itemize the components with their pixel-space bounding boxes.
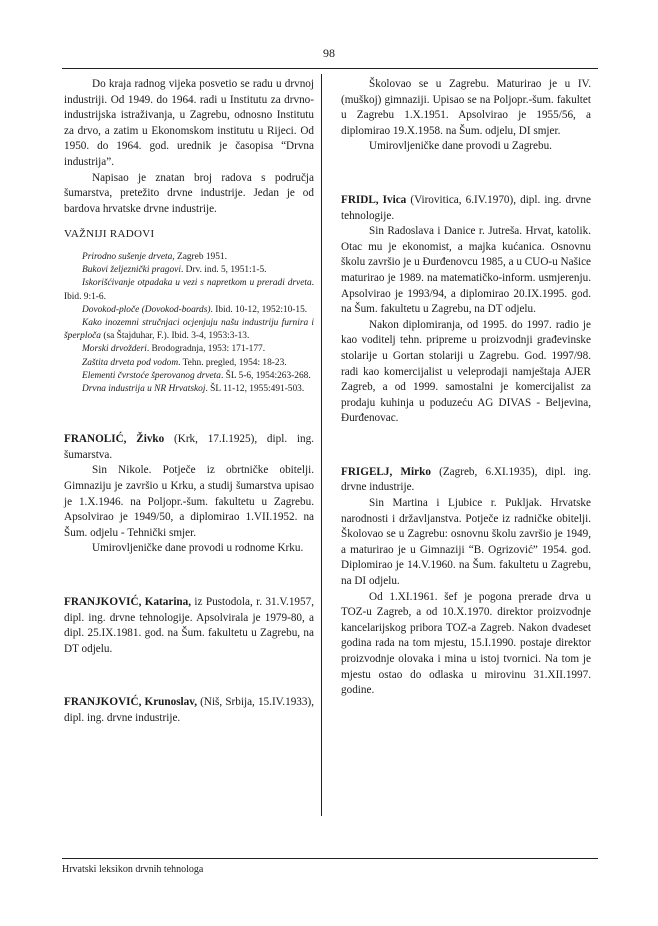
work-item [64,304,314,317]
entry-paragraph: Umirovljeničke dane provodi u rodnome Krku. [92,542,304,555]
work-item [64,383,314,396]
work-item [64,277,314,303]
work-source: , Zagreb 1951. [172,251,227,262]
entry-name: FRANOLIĆ, Živko [64,433,165,446]
entry-paragraph: Od 1.XI.1961. šef je pogona prerade drva u TOZ-u Zagreb, a od 10.X.1970. direktor proizvodnje kancelarijskog pribora TOZ-a Zagreb. Nakon dvadeset godina rada na tom mjestu, 15.I.1990. postaje direktor proizvodnje olovaka i mina u istoj tvornici. Na tom je mjestu ostao do odlaska u mirovinu 31.XII.1997. godine. [341,590,591,697]
intro-paragraph: Do kraja radnog vijeka posvetio se radu u drvnoj industriji. Od 1949. do 1964. radi u Institutu za drvno-industrijska istraživanja, u Zagrebu, odnosno Institutu za drvo, a zatim u Ekonomskom institutu u Rijeci. Od 1950. do 1964. god. urednik je časopisa “Drvna industrija”. [64,78,314,168]
work-title: Dovokod-ploče (Dovokod-boards) [82,304,211,315]
footer-rule [62,858,598,859]
work-title: Iskorišćivanje otpadaka u vezi s napretkom u preradi drveta [82,278,312,289]
left-column [64,77,314,726]
works-heading: VAŽNIJI RADOVI [64,228,155,241]
entry-header-details: (Niš, Srbija, 15.IV.1933), dipl. ing. drvne industrije. [64,696,314,724]
footer-title: Hrvatski leksikon drvnih tehnologa [62,864,204,875]
work-source: . ŠL 5-6, 1954:263-268. [220,370,311,381]
work-title: Drvna industrija u NR Hrvatskoj [82,383,206,394]
entry-header-details: iz Pustodola, r. 31.V.1957, dipl. ing. drvne tehnologije. Apsolvirala je 1979-80, a dipl. 25.IX.1981. god. na Šum. fakultetu u Zagrebu, na DT odjelu. [64,595,314,655]
work-source: . Tehn. pregled, 1954: 18-23. [178,357,287,368]
entry-header-details: (Zagreb, 6.XI.1935), dipl. ing. drvne industrije. [341,465,592,494]
work-item [64,251,314,264]
work-title: Kako inozemni stručnjaci ocjenjuju našu industriju furnira i šperploča [64,317,314,342]
work-item [64,357,314,370]
work-source: . Ibid. 9:1-6. [64,278,314,302]
work-item [64,317,314,343]
entry-header-details: (Krk, 17.I.1925), dipl. ing. šumarstva. [64,433,314,461]
work-source: . Drv. ind. 5, 1951:1-5. [180,265,267,276]
page-number: 98 [323,46,335,60]
works-list [64,251,314,396]
work-title: Morski drvožderi [82,344,147,355]
work-title: Elementi čvrstoće šperovanog drveta [82,370,221,381]
work-item [64,264,314,277]
entry-fridl-header [341,193,591,224]
entry-franjkovic-krunoslav [64,695,314,726]
entry-paragraph: Sin Martina i Ljubice r. Pukljak. Hrvatske narodnosti i državljanstva. Potječe iz radničke obitelji. Školovao se u Zagrebu: osnovnu školu završio je 1949, a maturirao je u Gimnaziji “B. Ogrizović” 1954. god. Diplomirao je 14.V.1960. na Šum. fakultetu u Zagrebu, na DI odjelu. [341,497,591,588]
header-rule [62,68,598,69]
entry-paragraph: Nakon diplomiranja, od 1995. do 1997. radio je kao voditelj tehn. pripreme u proizvodnji građevinske stolarije u Gortan stolariji u Zagrebu. God. 1997/98. radi kao komercijalist u veleprodaji namještaja AJER Zagreb, a od 1999. samostalni je komercijalist za prodaju kuhinja u poduzeću AG DIVAS - Beljevina, Đurđenovac. [341,318,591,425]
column-divider [321,74,322,816]
entry-franjkovic-katarina [64,595,314,657]
entry-frigelj-header [341,465,591,496]
entry-paragraph: Sin Nikole. Potječe iz obrtničke obitelji. Gimnaziju je završio u Krku, a studij šumarstva upisao je 1.X.1946. na Poljopr.-šum. fakultetu u Zagrebu. Apsolvirao je 1949/50, a diplomirao 1.VII.1952. na Šum. odjelu - Tehnički smjer. [64,464,314,539]
work-source: . Ibid. 10-12, 1952:10-15. [210,304,308,315]
entry-franolic-header [64,432,314,463]
entry-name: FRANJKOVIĆ, Katarina, [64,595,192,608]
work-title: Zaštita drveta pod vodom [82,357,179,368]
entry-name: FRIDL, Ivica [341,193,407,206]
work-title: Prirodno sušenje drveta [82,251,173,262]
work-item [64,343,314,356]
work-source: . ŠL 11-12, 1955:491-503. [205,383,305,394]
work-item [64,370,314,383]
continuation-paragraph: Školovao se u Zagrebu. Maturirao je u IV. (muškoj) gimnaziji. Upisao se na Poljopr.-šum. fakultet u Zagrebu 1.X.1951. Apsolvirao je 1955/56, a diplomirao 19.X.1958. na Šum. odjelu, DI smjer. [341,78,591,137]
entry-paragraph: Sin Radoslava i Danice r. Jutreša. Hrvat, katolik. Otac mu je ekonomist, a majka kućanica. Osnovnu školu završio je u Đurđenovcu 1985, a u CUO-u Našice maturirao je 1989. na matematičko-inform. usmjerenju. Apsolvirao je 1993/94, a diplomirao 20.IX.1995. god. na Šum. fakultetu u Zagrebu, na DT odjelu. [341,225,591,316]
work-source: . Brodogradnja, 1953: 171-177. [146,344,266,355]
work-source: (sa Štajduhar, F.). Ibid. 3-4, 1953:3-13. [100,331,250,342]
continuation-paragraph: Umirovljeničke dane provodi u Zagrebu. [369,140,552,153]
right-column [341,77,591,699]
work-title: Bukovi željeznički pragovi [82,265,181,276]
entry-name: FRIGELJ, Mirko [341,465,431,478]
entry-header-details: (Virovitica, 6.IV.1970), dipl. ing. drvne tehnologije. [341,193,591,222]
entry-name: FRANJKOVIĆ, Krunoslav, [64,696,198,709]
intro-paragraph: Napisao je znatan broj radova s područja šumarstva, pretežito drvne industrije. Jedan je od bardova hrvatske drvne industrije. [64,171,314,215]
